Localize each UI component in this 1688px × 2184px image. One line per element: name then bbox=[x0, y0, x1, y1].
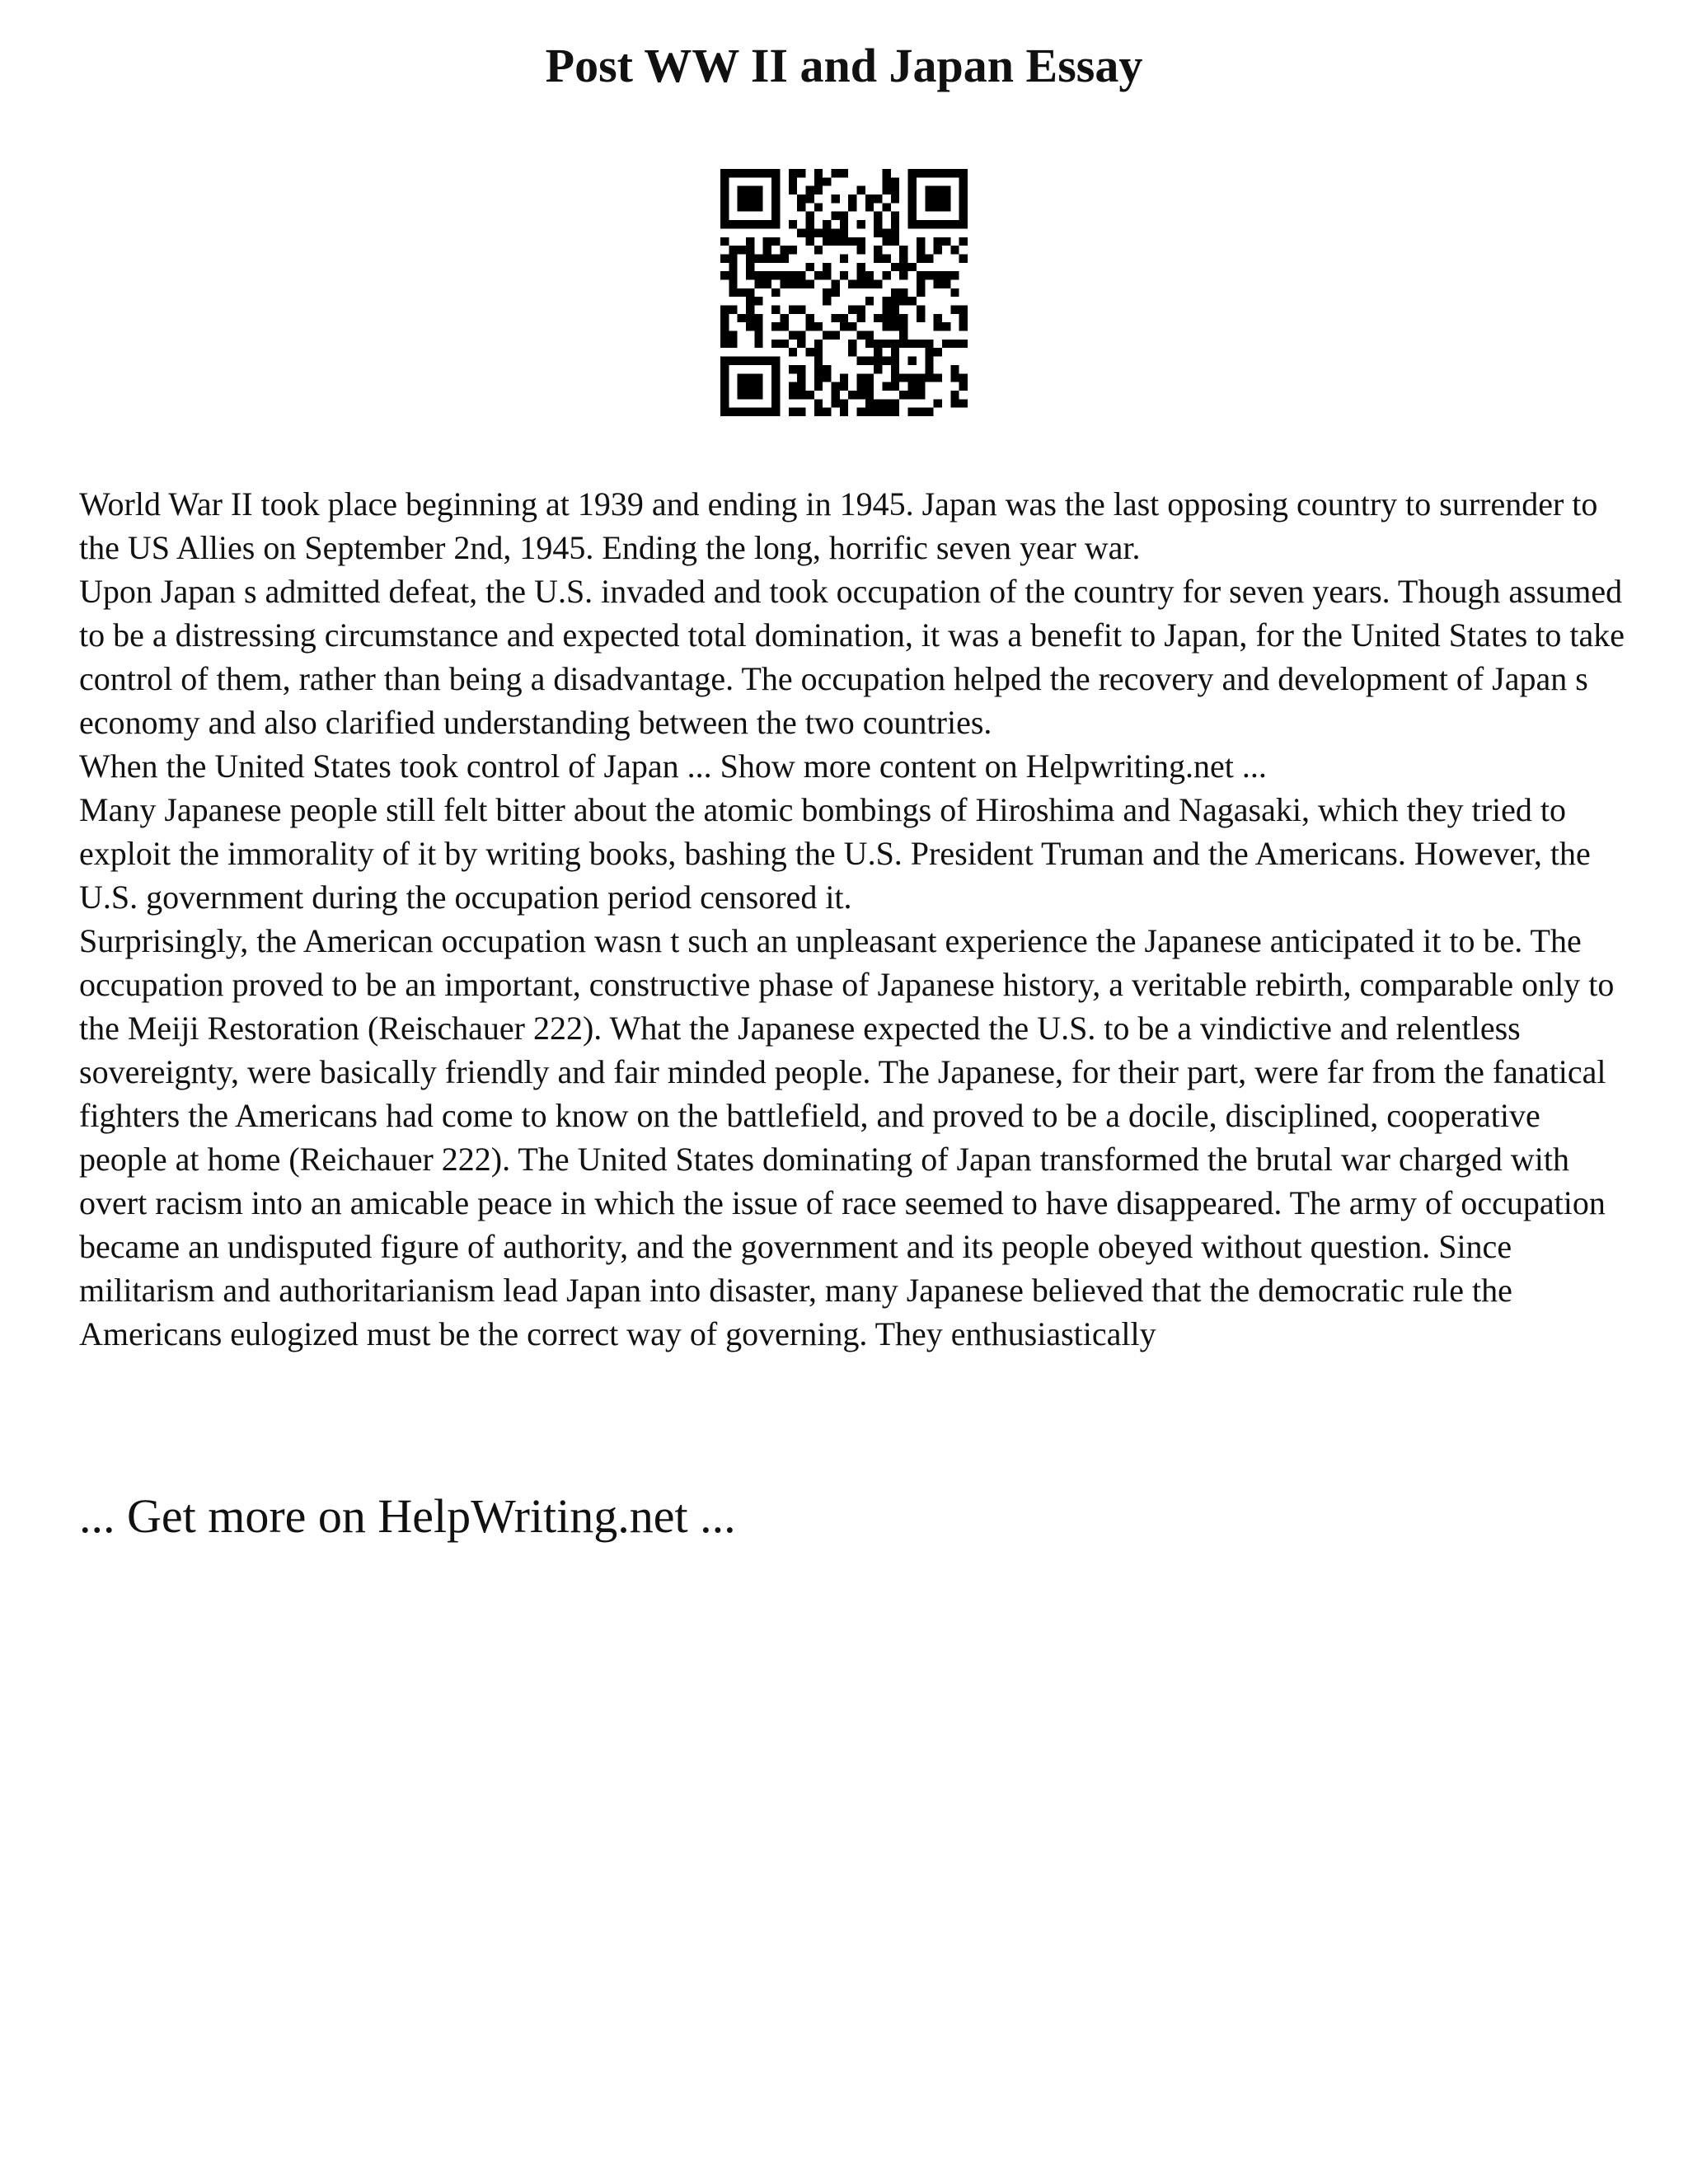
paragraph-4: Surprisingly, the American occupation wasn t such an unpleasant experience the Japanese anticipated it to be. The occupation proved to be an important, constructive phase of Japanese history, a veritable rebirth, comparable only to the Meiji Restoration (Reischauer 222). What the Japanese expected the U.S. to be a vindictive and relentless sovereignty, were basically friendly and fair minded people. The Japanese, for their part, were far from the fanatical fighters the Americans had come to know on the battlefield, and proved to be a docile, disciplined, cooperative people at home (Reichauer 222). The United States dominating of Japan transformed the brutal war charged with overt racism into an amicable peace in which the issue of race seemed to have disappeared. The army of occupation became an undisputed figure of authority, and the government and its people obeyed without question. Since militarism and authoritarianism lead Japan into disaster, many Japanese believed that the democratic rule the Americans eulogized must be the correct way of governing. They enthusiastically bbox=[79, 922, 1615, 1352]
qr-code-graphic bbox=[720, 169, 968, 416]
qr-code-icon bbox=[720, 169, 968, 416]
get-more-link[interactable]: ... Get more on HelpWriting.net ... bbox=[79, 1489, 736, 1543]
paragraph-2: Upon Japan s admitted defeat, the U.S. invaded and took occupation of the country for seven years. Though assumed to be a distressing circumstance and expected total domination, it was a benefit to Japan, for the United States to take control of them, rather than being a disadvantage. The occupation helped the recovery and development of Japan s economy and also clarified understanding between the two countries. bbox=[79, 573, 1625, 741]
page-title: Post WW II and Japan Essay bbox=[545, 39, 1143, 92]
essay-body bbox=[79, 482, 1629, 1356]
show-more-line: When the United States took control of Japan ... Show more content on Helpwriting.net ... bbox=[79, 748, 1267, 785]
paragraph-1: World War II took place beginning at 1939 and ending in 1945. Japan was the last opposing country to surrender to the US Allies on September 2nd, 1945. Ending the long, horrific seven year war. bbox=[79, 485, 1598, 566]
paragraph-3: Many Japanese people still felt bitter about the atomic bombings of Hiroshima and Nagasaki, which they tried to exploit the immorality of it by writing books, bashing the U.S. President Truman and the Americans. However, the U.S. government during the occupation period censored it. bbox=[79, 791, 1591, 916]
